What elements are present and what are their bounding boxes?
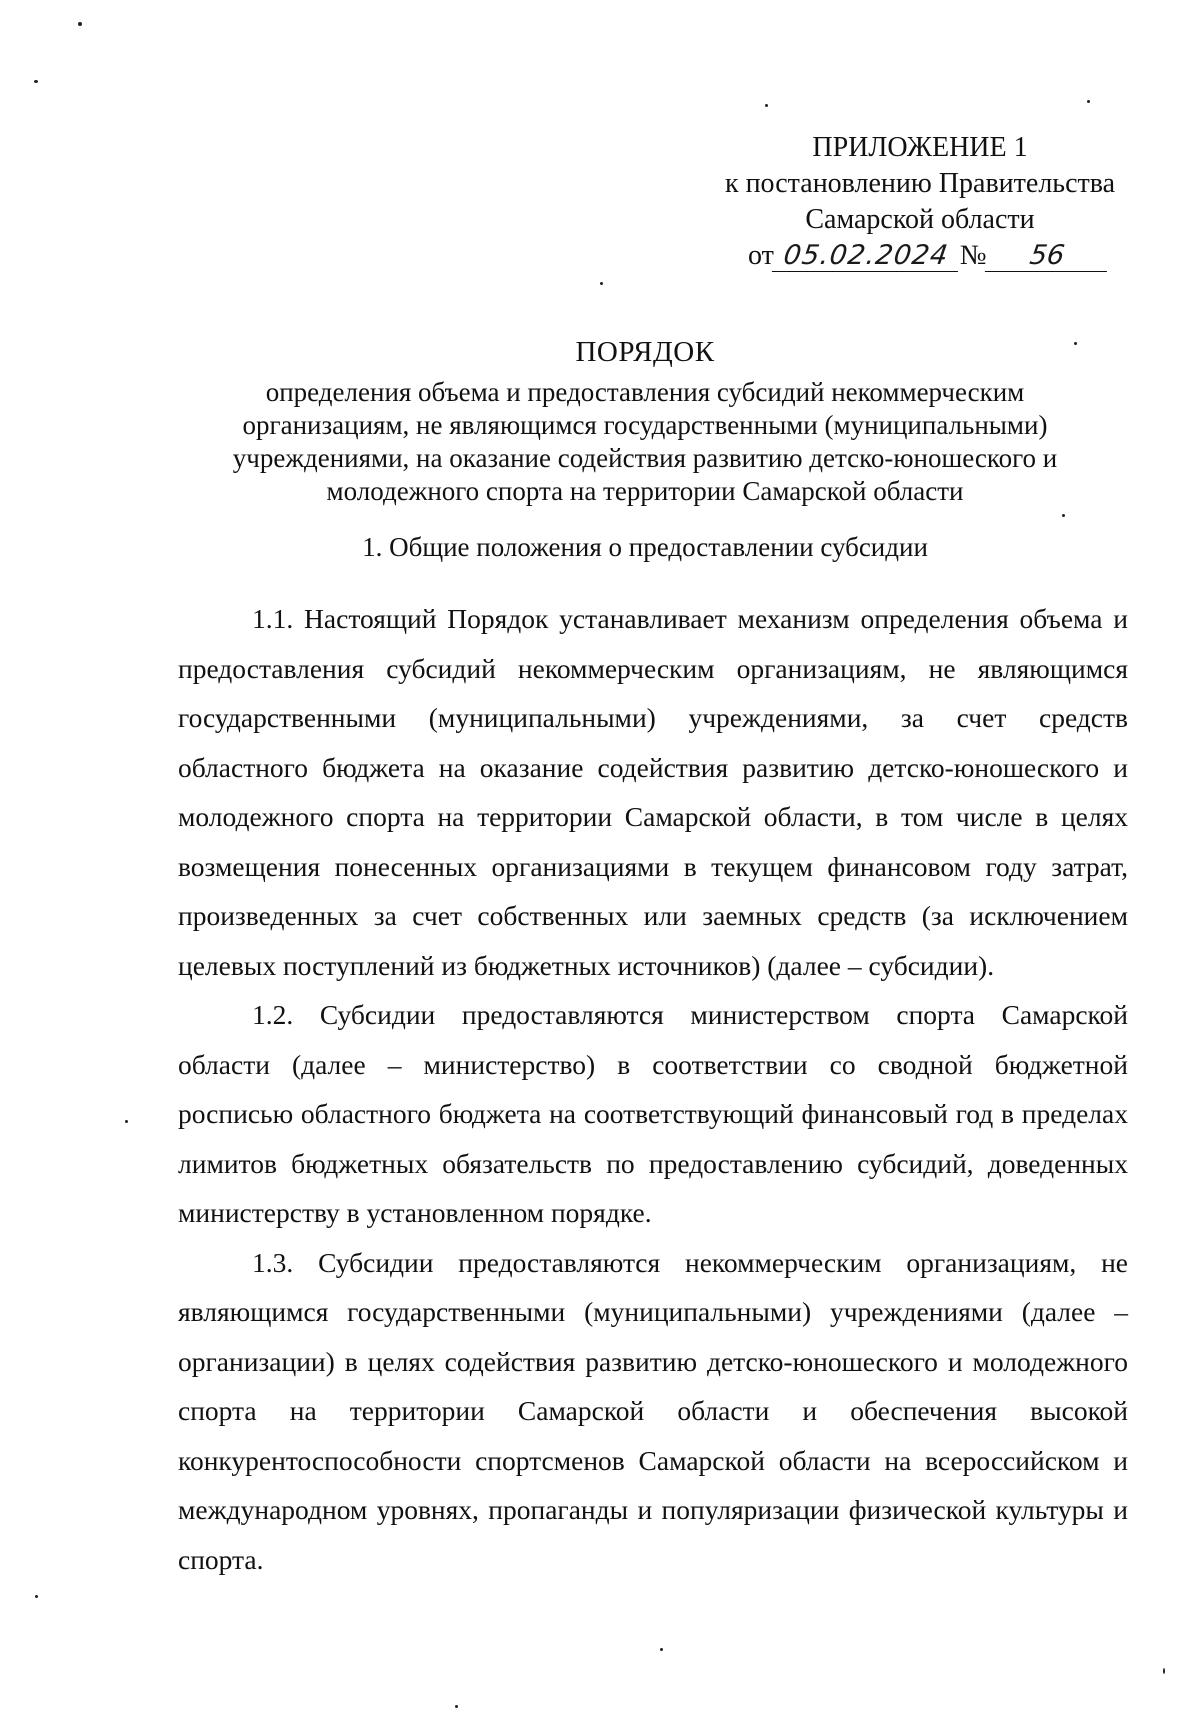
paragraph-1-3: 1.3. Субсидии предоставляются некоммерческим организациям, не являющимся государственными (муниципальными) учреждениями (далее – организации) в целях содействия развитию детско-юношеского и молодежного спорта на территории Самарской области и обеспечения высокой конкурентоспособности спортсменов Самарской области на всероссийском и международном уровнях, пропаганды и популяризации физической культуры и спорта. [178, 1246, 1128, 1575]
scan-speck [455, 1705, 458, 1708]
from-label: от [748, 240, 774, 271]
number-label: № [959, 240, 987, 271]
appendix-line-2: Самарской области [805, 204, 1035, 235]
appendix-date-number-line [700, 238, 1140, 274]
document-title: ПОРЯДОК [575, 336, 715, 368]
document-subtitle [160, 376, 1130, 508]
subtitle-line: учреждениями, на оказание содействия развитию детско-юношеского и [232, 443, 1058, 473]
subtitle-line: организациям, не являющимся государственными (муниципальными) [242, 410, 1048, 440]
scan-speck [34, 80, 38, 83]
scan-speck [78, 22, 82, 26]
appendix-block [700, 130, 1140, 274]
appendix-title: ПРИЛОЖЕНИЕ 1 [812, 132, 1028, 163]
section-heading: 1. Общие положения о предоставлении субсидии [362, 532, 928, 562]
scan-speck [1087, 100, 1090, 103]
scan-speck [1062, 514, 1065, 517]
subtitle-line: определения объема и предоставления субсидий некоммерческим [265, 377, 1025, 407]
title-block [160, 334, 1130, 508]
subtitle-line: молодежного спорта на территории Самарской области [326, 476, 964, 506]
scan-speck [35, 1595, 38, 1598]
paragraph-1-1: 1.1. Настоящий Порядок устанавливает механизм определения объема и предоставления субсидий некоммерческим организациям, не являющимся государственными (муниципальными) учреждениями, за счет средств областного бюджета на оказание содействия развитию детско-юношеского и молодежного спорта на территории Самарской области, в том числе в целях возмещения понесенных организациями в текущем финансовом году затрат, произведенных за счет собственных или заемных средств (за исключением целевых поступлений из бюджетных источников) (далее – субсидии). [178, 603, 1128, 981]
scan-speck [600, 282, 603, 285]
handwritten-date: 05.02.2024 [772, 241, 962, 272]
paragraph-1-2: 1.2. Субсидии предоставляются министерством спорта Самарской области (далее – министерство) в соответствии со сводной бюджетной росписью областного бюджета на соответствующий финансовый год в пределах лимитов бюджетных обязательств по предоставлению субсидий, доведенных министерству в установленном порядке. [178, 999, 1128, 1228]
scan-speck [765, 104, 768, 107]
scan-speck [1163, 1668, 1165, 1674]
scan-speck [660, 1648, 663, 1651]
document-body [178, 594, 1128, 1584]
appendix-line-1: к постановлению Правительства [724, 168, 1116, 199]
handwritten-number: 56 [984, 241, 1110, 272]
scan-speck [125, 1120, 128, 1123]
